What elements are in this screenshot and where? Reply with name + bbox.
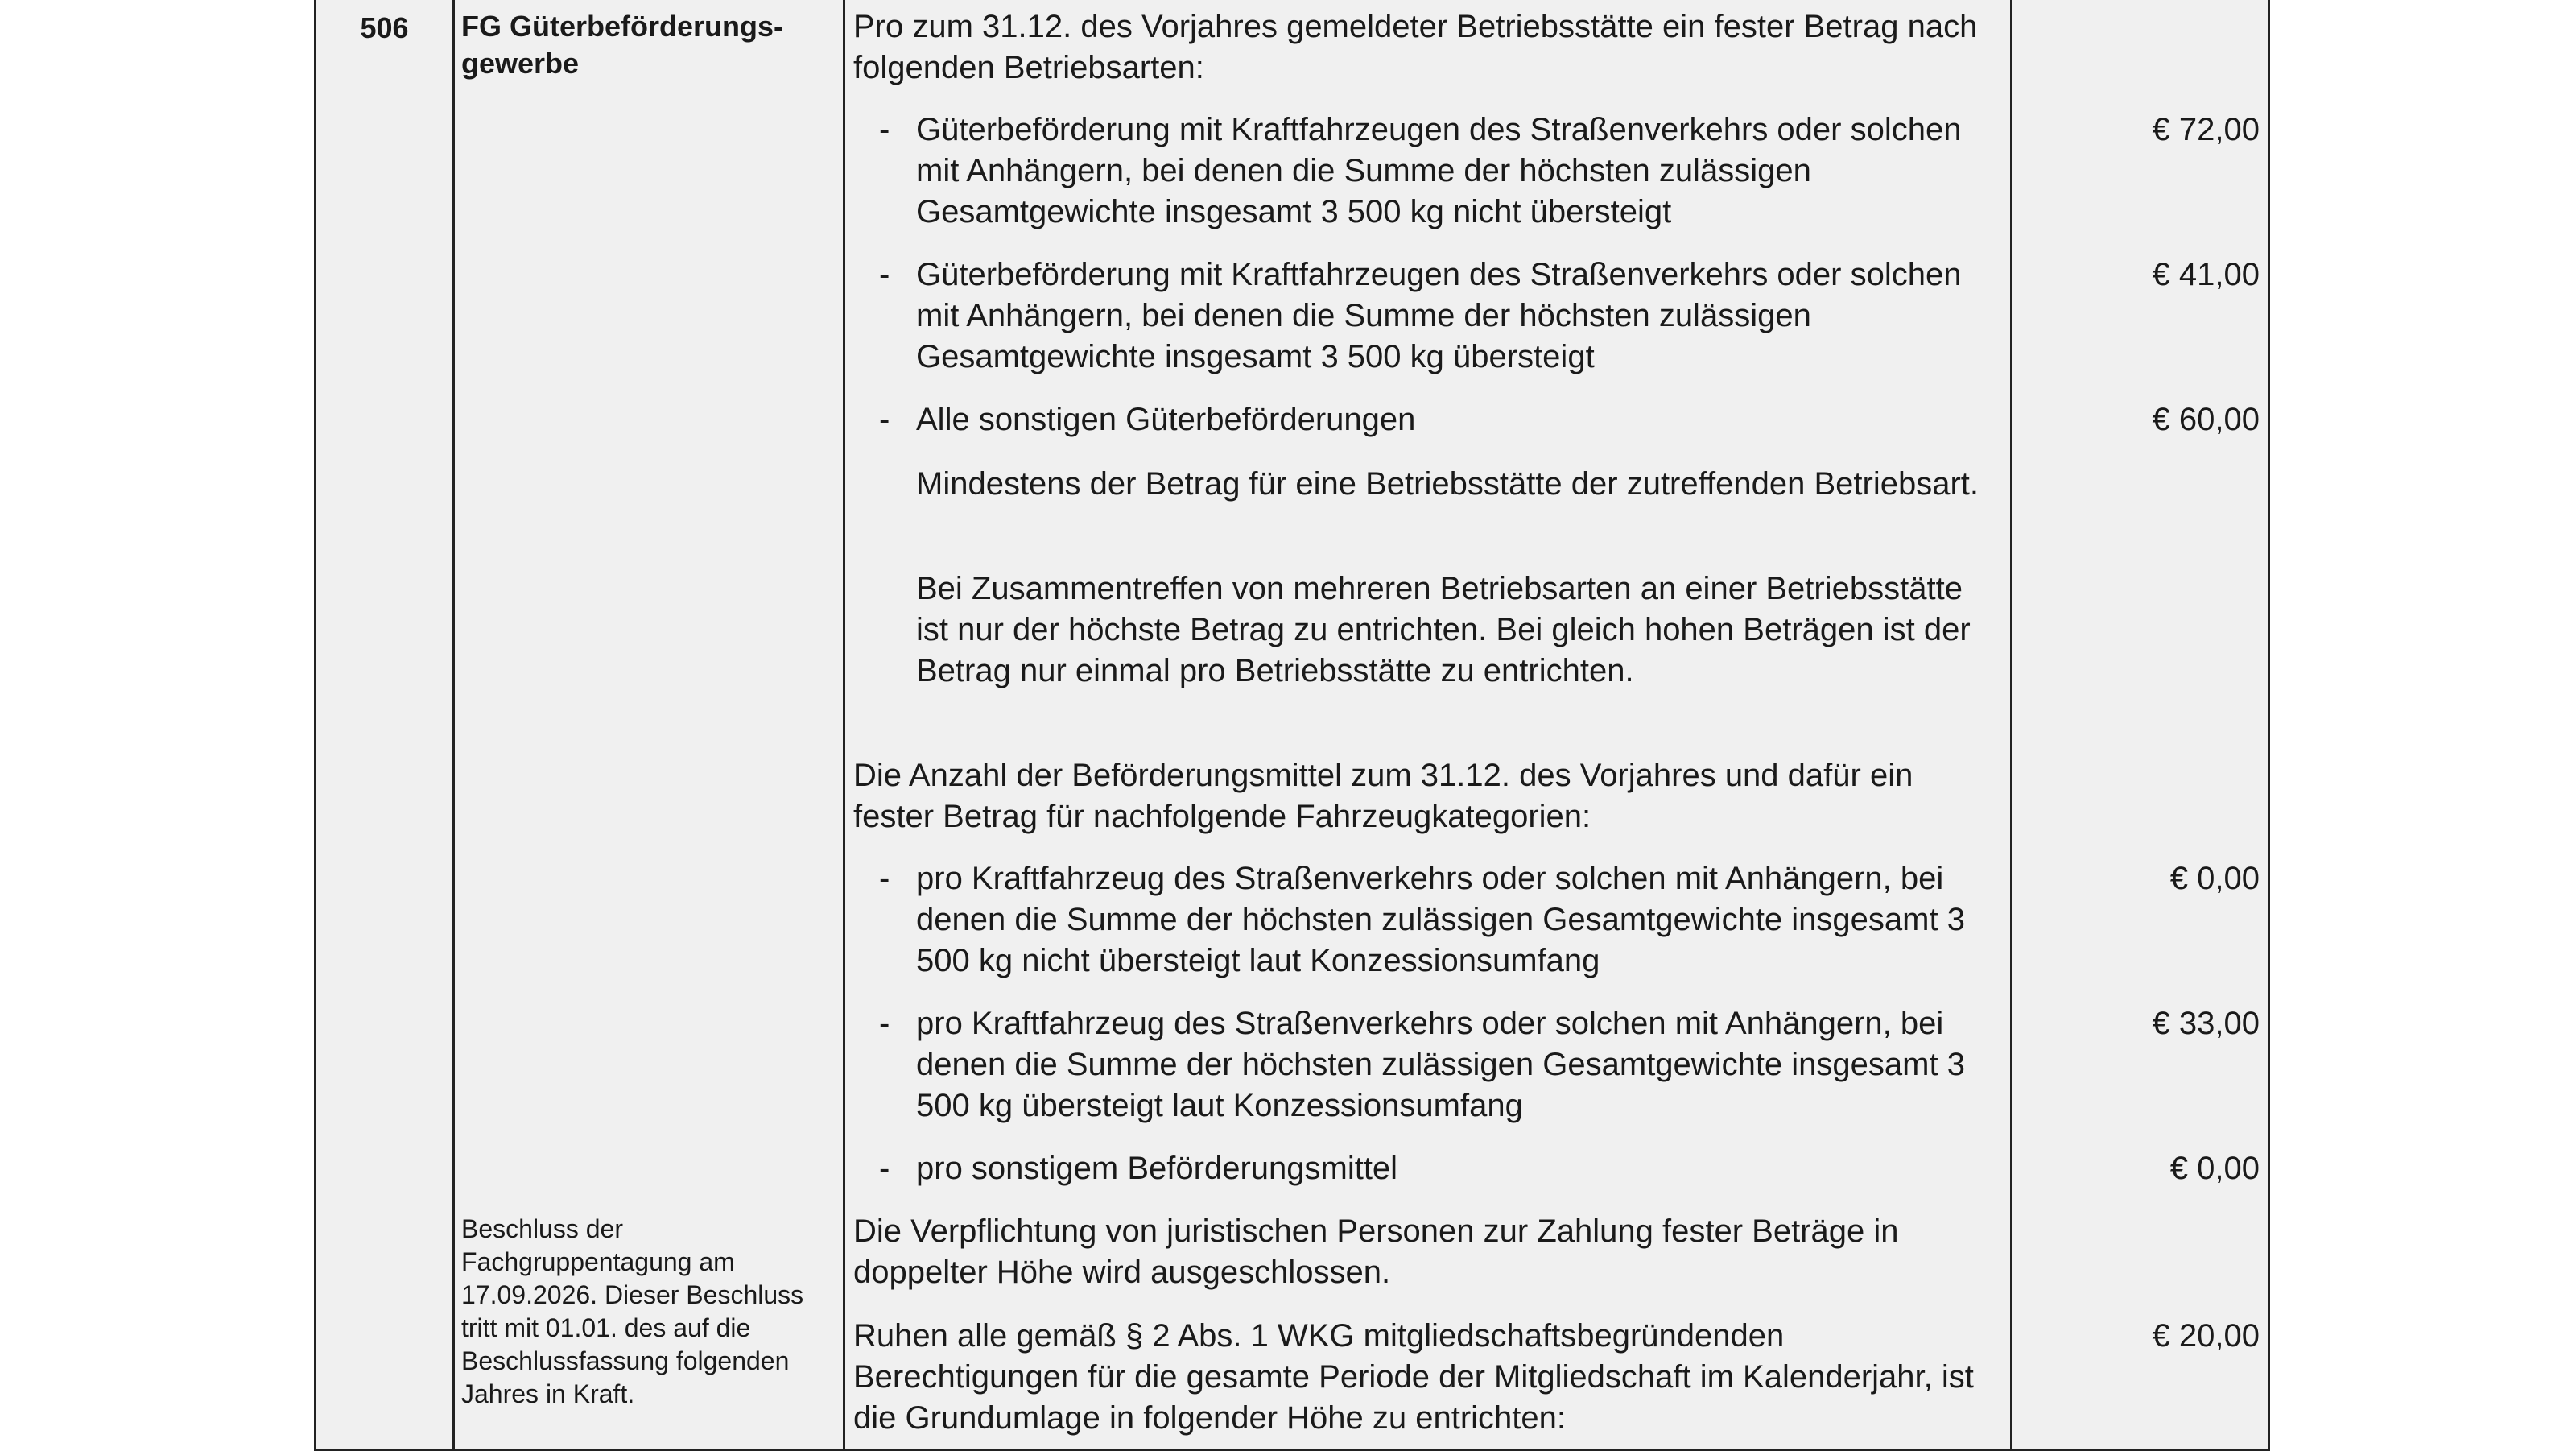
- list-item-1: [879, 110, 2011, 233]
- list-item-2: [879, 254, 2011, 378]
- list-dash: -: [879, 112, 890, 147]
- list-dash: -: [879, 1151, 890, 1186]
- fee-table: [314, 0, 2270, 1451]
- list-item-5: [879, 1003, 2011, 1126]
- list-dash: -: [879, 402, 890, 437]
- intro-paragraph-1: Pro zum 31.12. des Vorjahres gemeldeter Betriebsstätte ein fester Betrag nach folgenden Betriebsarten:: [853, 9, 1978, 85]
- list-item-6: [879, 1148, 2011, 1189]
- amount-item-2: € 41,00: [2152, 257, 2260, 292]
- list-dash: -: [879, 861, 890, 896]
- note-paragraph-1: Mindestens der Betrag für eine Betriebsstätte der zutreffenden Betriebsart.: [916, 466, 1979, 502]
- list-item-2-text: Güterbeförderung mit Kraftfahrzeugen des Straßenverkehrs oder solchen mit Anhängern, bei denen die Summe der höchsten zulässigen Gesamtgewichte insgesamt 3 500 kg übersteigt: [916, 257, 1962, 374]
- amount-paragraph-4: € 20,00: [2152, 1318, 2260, 1354]
- amount-item-3: € 60,00: [2152, 402, 2260, 437]
- list-item-3: [879, 399, 2011, 440]
- list-item-5-text: pro Kraftfahrzeug des Straßenverkehrs oder solchen mit Anhängern, bei denen die Summe der höchsten zulässigen Gesamtgewichte insgesamt 3 500 kg übersteigt laut Konzessionsumfang: [916, 1006, 1965, 1123]
- list-dash: -: [879, 1006, 890, 1041]
- amount-column: [2013, 0, 2268, 1449]
- group-name-column: [455, 0, 845, 1449]
- intro-paragraph-2: Die Anzahl der Beförderungsmittel zum 31.12. des Vorjahres und dafür ein fester Betrag für nachfolgende Fahrzeugkategorien:: [853, 758, 1913, 834]
- list-item-4: [879, 858, 2011, 982]
- row-number: 506: [360, 11, 409, 44]
- list-item-6-text: pro sonstigem Beförderungsmittel: [916, 1151, 1398, 1186]
- amount-item-1: € 72,00: [2152, 112, 2260, 147]
- paragraph-3: Die Verpflichtung von juristischen Personen zur Zahlung fester Beträge in doppelter Höhe wird ausgeschlossen.: [853, 1213, 1899, 1290]
- group-name-line-1: FG Güterbeförderungs-: [461, 10, 784, 43]
- note-paragraph-2: Bei Zusammentreffen von mehreren Betriebsarten an einer Betriebsstätte ist nur der höchste Betrag zu entrichten. Bei gleich hohen Beträgen ist der Betrag nur einmal pro Betriebsstätte zu entrichten.: [916, 571, 1971, 688]
- number-column: [316, 0, 455, 1449]
- list-item-3-text: Alle sonstigen Güterbeförderungen: [916, 402, 1416, 437]
- list-item-4-text: pro Kraftfahrzeug des Straßenverkehrs oder solchen mit Anhängern, bei denen die Summe der höchsten zulässigen Gesamtgewichte insgesamt 3 500 kg nicht übersteigt laut Konzessionsumfang: [916, 861, 1965, 978]
- paragraph-4: Ruhen alle gemäß § 2 Abs. 1 WKG mitgliedschaftsbegründenden Berechtigungen für die gesamte Periode der Mitgliedschaft im Kalenderjahr, ist die Grundumlage in folgender Höhe zu entrichten:: [853, 1318, 1974, 1436]
- group-name-line-2: gewerbe: [461, 47, 580, 80]
- decision-note: Beschluss der Fachgruppentagung am 17.09.2026. Dieser Beschluss tritt mit 01.01. des auf die Beschlussfassung folgenden Jahres in Kraft.: [461, 1214, 804, 1408]
- group-name: [461, 8, 840, 82]
- amount-item-5: € 33,00: [2152, 1006, 2260, 1041]
- list-dash: -: [879, 257, 890, 292]
- amount-item-6: € 0,00: [2169, 1151, 2260, 1186]
- amount-item-4: € 0,00: [2169, 861, 2260, 896]
- description-column: [845, 0, 2013, 1449]
- list-item-1-text: Güterbeförderung mit Kraftfahrzeugen des Straßenverkehrs oder solchen mit Anhängern, bei denen die Summe der höchsten zulässigen Gesamtgewichte insgesamt 3 500 kg nicht übersteigt: [916, 112, 1962, 229]
